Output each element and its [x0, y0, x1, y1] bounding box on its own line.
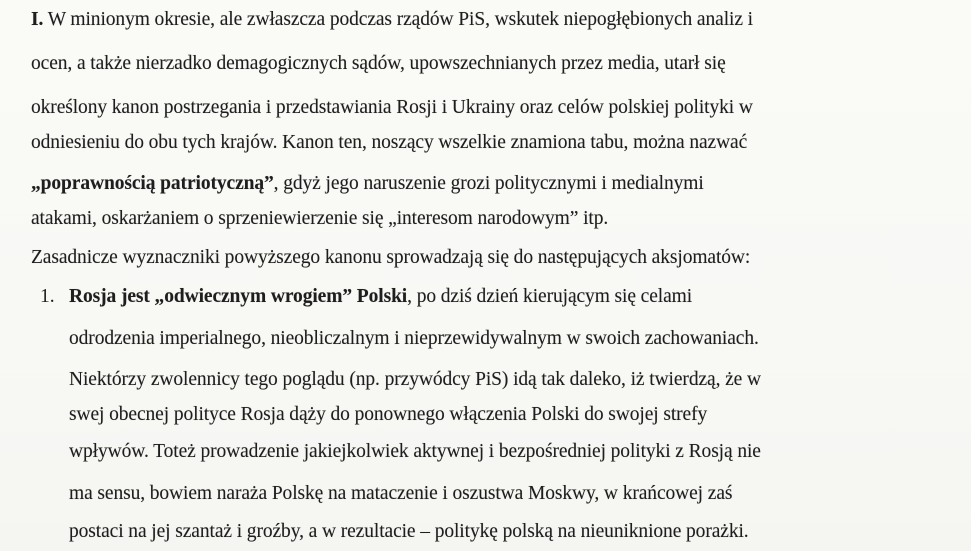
list-item-1-number: 1. [40, 286, 55, 307]
list-item-1-heading: Rosja jest „odwiecznym wrogiem” Polski [69, 286, 408, 307]
list-item-1-line-4: swej obecnej polityce Rosja dąży do ponownego włączenia Polski do swojej strefy [69, 404, 708, 425]
paragraph-2-line-1: Zasadnicze wyznaczniki powyższego kanonu sprowadzają się do następujących aksjomatów: [31, 247, 751, 268]
list-item-1-line-3: Niektórzy zwolennicy tego poglądu (np. przywódcy PiS) idą tak daleko, iż twierdzą, że w [69, 369, 761, 390]
list-item-1-line-1 [69, 285, 692, 309]
paragraph-1-line-1 [31, 8, 891, 32]
list-item-1-line-2: odrodzenia imperialnego, nieobliczalnym i nieprzewidywalnym w swoich zachowaniach. [69, 328, 759, 349]
paragraph-1-line-5-text: , gdyż jego naruszenie grozi politycznymi i medialnymi [273, 173, 704, 194]
paragraph-1-line-6: atakami, oskarżaniem o sprzeniewierzenie się „interesom narodowym” itp. [31, 208, 609, 229]
paragraph-1-line-2: ocen, a także nierzadko demagogicznych sądów, upowszechnianych przez media, utarł się [31, 53, 726, 74]
paragraph-1-line-1-text: W minionym okresie, ale zwłaszcza podczas rządów PiS, wskutek niepogłębionych analiz i [43, 9, 753, 30]
paragraph-1-line-4: odniesieniu do obu tych krajów. Kanon ten, noszący wszelkie znamiona tabu, można nazwać [31, 132, 748, 153]
section-number: I. [31, 9, 44, 30]
paragraph-1-line-5 [31, 172, 704, 196]
list-item-1-line-6: ma sensu, bowiem naraża Polskę na mataczenie i oszustwa Moskwy, w krańcowej zaś [69, 483, 733, 504]
list-item-1-line-1-text: , po dziś dzień kierującym się celami [407, 286, 693, 307]
paragraph-1-line-3: określony kanon postrzegania i przedstawiania Rosji i Ukrainy oraz celów polskiej polityki w [31, 97, 753, 118]
patriotic-correctness-term: „poprawnością patriotyczną” [31, 173, 274, 194]
list-item-1-line-7: postaci na jej szantaż i groźby, a w rezultacie – politykę polską na nieuniknione porażki. [69, 521, 749, 542]
list-item-1-line-5: wpływów. Toteż prowadzenie jakiejkolwiek aktywnej i bezpośredniej polityki z Rosją nie [69, 441, 761, 462]
